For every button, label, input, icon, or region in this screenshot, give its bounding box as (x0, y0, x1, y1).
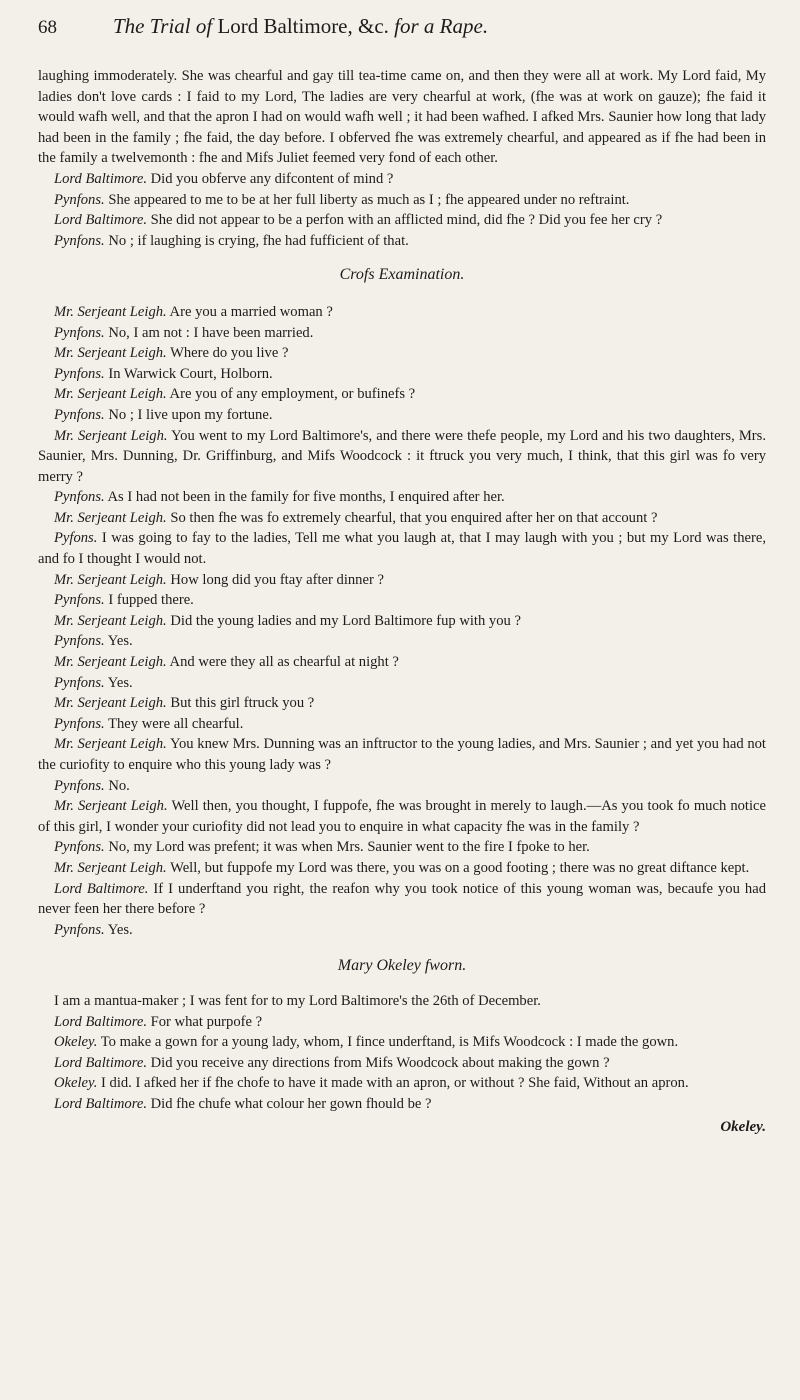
speaker-name: Pynfons. (54, 839, 105, 856)
cross-examination-heading: Crofs Examination. (339, 266, 465, 284)
testimony-text: In Warwick Court, Holborn. (108, 365, 273, 382)
running-title (113, 14, 766, 39)
testimony-text: Yes. (107, 921, 133, 938)
testimony-line (38, 673, 766, 694)
testimony-text: As I had not been in the family for five months, I enquired after her. (107, 489, 505, 506)
speaker-name: Mr. Serjeant Leigh. (54, 695, 167, 712)
running-title-roman: Lord Baltimore, &c. (217, 14, 389, 38)
testimony-text: She appeared to me to be at her full liberty as much as I ; fhe appeared under no reftraint. (108, 191, 630, 208)
testimony-text: Did you receive any directions from Mifs Woodcock about making the gown ? (150, 1054, 610, 1071)
testimony-line (38, 487, 766, 508)
testimony-text: Are you of any employment, or bufinefs ? (169, 386, 416, 403)
testimony-text: Did you obferve any difcontent of mind ? (150, 170, 394, 187)
testimony-line (38, 734, 766, 775)
speaker-name: Mr. Serjeant Leigh. (54, 859, 167, 876)
speaker-name: Mr. Serjeant Leigh. (54, 654, 167, 671)
witness-sworn-heading: Mary Okeley fworn. (337, 957, 467, 975)
page-number: 68 (38, 17, 57, 38)
speaker-name: Pynfons. (54, 777, 105, 794)
testimony-line (38, 231, 766, 252)
running-title-italic-2: for a Rape. (394, 14, 489, 38)
speaker-name: Okeley. (54, 1034, 98, 1051)
testimony-line (38, 631, 766, 652)
testimony-line (38, 1012, 766, 1033)
testimony-line (38, 1053, 766, 1074)
speaker-name: Lord Baltimore. (54, 1054, 147, 1071)
testimony-text: So then fhe was fo extremely chearful, that you enquired after her on that account ? (170, 509, 658, 526)
speaker-name: Lord Baltimore. (54, 880, 149, 897)
speaker-name: Pynfons. (54, 191, 105, 208)
speaker-name: Lord Baltimore. (54, 1013, 147, 1030)
catchword: Okeley. (720, 1118, 766, 1135)
testimony-line (38, 426, 766, 488)
testimony-text: Yes. (107, 674, 133, 691)
speaker-name: Lord Baltimore. (54, 212, 147, 229)
testimony-text: No. (108, 777, 130, 794)
testimony-line (38, 1094, 766, 1115)
speaker-name: Pynfons. (54, 232, 105, 249)
testimony-text: Well, but fuppofe my Lord was there, you was on a good footing ; there was no great diftance kept. (170, 859, 750, 876)
testimony-line (38, 169, 766, 190)
testimony-text: Did fhe chufe what colour her gown fhould be ? (150, 1095, 432, 1112)
testimony-text: You knew Mrs. Dunning was an inftructor to the young ladies, and Mrs. Saunier ; and yet you had not the curiofity to enquire who this young lady was ? (38, 736, 766, 773)
testimony-text: And were they all as chearful at night ? (169, 654, 399, 671)
testimony-line (38, 210, 766, 231)
testimony-line (38, 796, 766, 837)
testimony-text: To make a gown for a young lady, whom, I fince underftand, is Mifs Woodcock : I made the gown. (100, 1034, 679, 1051)
testimony-line (38, 611, 766, 632)
testimony-line (38, 837, 766, 858)
speaker-name: Pynfons. (54, 489, 105, 506)
testimony-line (38, 570, 766, 591)
speaker-name: Mr. Serjeant Leigh. (54, 345, 167, 362)
testimony-line (38, 879, 766, 920)
testimony-line (38, 776, 766, 797)
running-title-italic: The Trial of (113, 14, 213, 38)
testimony-line (38, 1032, 766, 1053)
testimony-text: For what purpofe ? (150, 1013, 263, 1030)
running-header (38, 14, 766, 66)
speaker-name: Okeley. (54, 1075, 98, 1092)
testimony-text: If I underftand you right, the reafon why you took notice of this young woman was, becaufe you had never feen her there before ? (38, 880, 766, 918)
testimony-line (38, 343, 766, 364)
testimony-text: No, my Lord was prefent; it was when Mrs. Saunier went to the fire I fpoke to her. (108, 839, 590, 856)
testimony-line (38, 405, 766, 426)
speaker-name: Lord Baltimore. (54, 170, 147, 187)
testimony-line (38, 1073, 766, 1094)
testimony-text: I fupped there. (108, 592, 194, 609)
speaker-name: Mr. Serjeant Leigh. (54, 612, 167, 629)
speaker-name: Pyfons. (54, 530, 98, 547)
speaker-name: Pynfons. (54, 365, 105, 382)
body-text (38, 66, 766, 1137)
testimony-text: You went to my Lord Baltimore's, and there were thefe people, my Lord and his two daughters, Mrs. Saunier, Mrs. Dunning, Dr. Griffinburg, and Mifs Woodcock : it ftruck you very much, I think, that this girl was fo very merry ? (38, 427, 766, 485)
testimony-text: But this girl ftruck you ? (170, 695, 315, 712)
speaker-name: Mr. Serjeant Leigh. (54, 736, 167, 753)
testimony-text: How long did you ftay after dinner ? (170, 571, 384, 588)
testimony-line (38, 858, 766, 879)
speaker-name: Mr. Serjeant Leigh. (54, 571, 167, 588)
testimony-line (38, 652, 766, 673)
testimony-text: I did. I afked her if fhe chofe to have it made with an apron, or without ? She faid, Without an apron. (101, 1075, 689, 1092)
speaker-name: Pynfons. (54, 921, 105, 938)
testimony-line (38, 714, 766, 735)
speaker-name: Mr. Serjeant Leigh. (54, 386, 167, 403)
testimony-text: They were all chearful. (108, 715, 244, 732)
speaker-name: Lord Baltimore. (54, 1095, 147, 1112)
speaker-name: Mr. Serjeant Leigh. (54, 427, 168, 444)
testimony-line (38, 323, 766, 344)
speaker-name: Mr. Serjeant Leigh. (54, 798, 168, 815)
testimony-line (38, 508, 766, 529)
testimony-line (38, 364, 766, 385)
testimony-text: No ; I live upon my fortune. (108, 406, 273, 423)
intro-paragraph: laughing immoderately. She was chearful and gay till tea-time came on, and then they were all at work. My Lord faid, My ladies don't love cards : I faid to my Lord, The ladies are very chearful at work, (fhe was at work on gauze); fhe faid it would wafh well, and that the apron I had on would wafh well ; it had been wafhed. I afked Mrs. Saunier how long that lady had been in the family ; fhe faid, the day before. I obferved fhe was extremely chearful, and appeared as if fhe had been in the family a twelvemonth : fhe and Mifs Juliet feemed very fond of each other. (38, 68, 766, 167)
testimony-text: Well then, you thought, I fuppofe, fhe was brought in merely to laugh.—As you took fo much notice of this girl, I wonder your curiofity did not lead you to enquire in what capacity fhe was in the family ? (38, 798, 766, 835)
testimony-line (38, 920, 766, 941)
testimony-text: Yes. (107, 633, 133, 650)
okeley-intro: I am a mantua-maker ; I was fent for to my Lord Baltimore's the 26th of December. (54, 992, 541, 1009)
speaker-name: Pynfons. (54, 406, 105, 423)
testimony-line (38, 590, 766, 611)
testimony-line (38, 528, 766, 569)
testimony-line (38, 190, 766, 211)
testimony-text: Are you a married woman ? (169, 303, 333, 320)
testimony-text: I was going to fay to the ladies, Tell me what you laugh at, that I may laugh with you ; but my Lord was there, and fo I thought I would not. (38, 530, 766, 568)
testimony-line (38, 693, 766, 714)
testimony-text: No, I am not : I have been married. (108, 324, 314, 341)
testimony-line (38, 384, 766, 405)
speaker-name: Pynfons. (54, 592, 105, 609)
testimony-text: No ; if laughing is crying, fhe had fufficient of that. (108, 232, 409, 249)
testimony-text: She did not appear to be a perfon with an afflicted mind, did fhe ? Did you fee her cry ? (150, 212, 663, 229)
speaker-name: Pynfons. (54, 633, 105, 650)
speaker-name: Mr. Serjeant Leigh. (54, 303, 167, 320)
testimony-text: Where do you live ? (170, 345, 289, 362)
speaker-name: Pynfons. (54, 674, 105, 691)
testimony-text: Did the young ladies and my Lord Baltimore fup with you ? (170, 612, 521, 629)
speaker-name: Mr. Serjeant Leigh. (54, 509, 167, 526)
speaker-name: Pynfons. (54, 715, 105, 732)
testimony-line (38, 302, 766, 323)
speaker-name: Pynfons. (54, 324, 105, 341)
